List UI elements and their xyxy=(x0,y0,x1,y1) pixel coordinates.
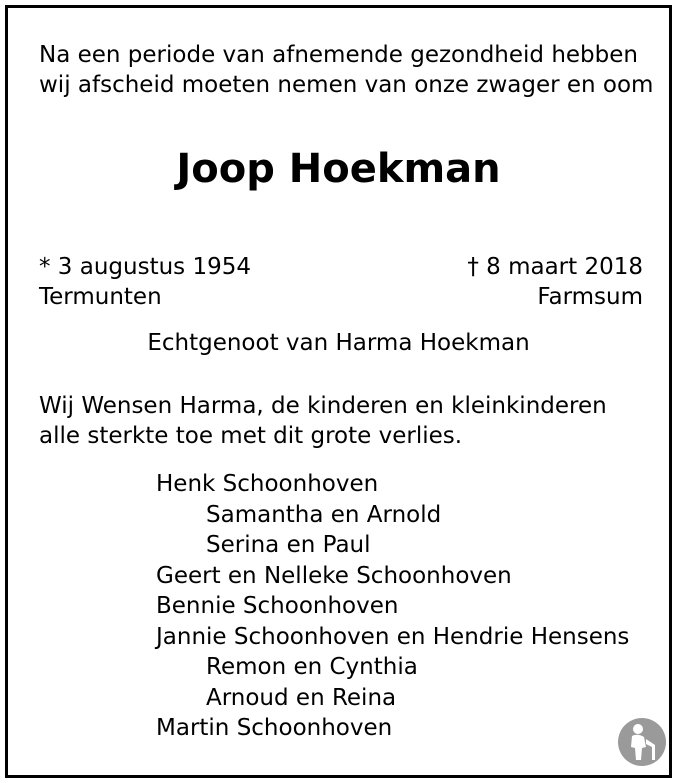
intro-line-1: Na een periode van afnemende gezondheid hebben xyxy=(39,42,638,68)
family-member: Jannie Schoonhoven en Hendrie Hensens xyxy=(156,623,630,650)
condolence-line-2: alle sterkte toe met dit grote verlies. xyxy=(39,423,463,449)
family-member: Martin Schoonhoven xyxy=(156,715,393,741)
family-list xyxy=(156,469,629,744)
deceased-name: Joop Hoekman xyxy=(176,146,501,192)
death-date: † 8 maart 2018 xyxy=(467,254,643,280)
family-member: Bennie Schoonhoven xyxy=(156,593,399,619)
condolence-text xyxy=(39,391,607,451)
birth-date: * 3 augustus 1954 xyxy=(39,254,252,280)
family-member: Samantha en Arnold xyxy=(206,501,442,528)
obituary-card xyxy=(5,5,672,778)
family-member: Serina en Paul xyxy=(206,532,371,558)
mourning-figure-icon xyxy=(617,717,667,767)
death-place: Farmsum xyxy=(537,284,643,310)
family-member: Arnoud en Reina xyxy=(206,684,397,711)
intro-line-2: wij afscheid moeten nemen van onze zwager en oom xyxy=(39,72,654,98)
family-member: Geert en Nelleke Schoonhoven xyxy=(156,562,512,589)
birth-place: Termunten xyxy=(39,284,162,310)
family-member: Henk Schoonhoven xyxy=(156,471,379,497)
intro-text xyxy=(39,40,653,100)
family-member: Remon en Cynthia xyxy=(206,654,418,680)
condolence-line-1: Wij Wensen Harma, de kinderen en kleinkinderen xyxy=(39,393,607,419)
spouse-line: Echtgenoot van Harma Hoekman xyxy=(147,330,530,356)
